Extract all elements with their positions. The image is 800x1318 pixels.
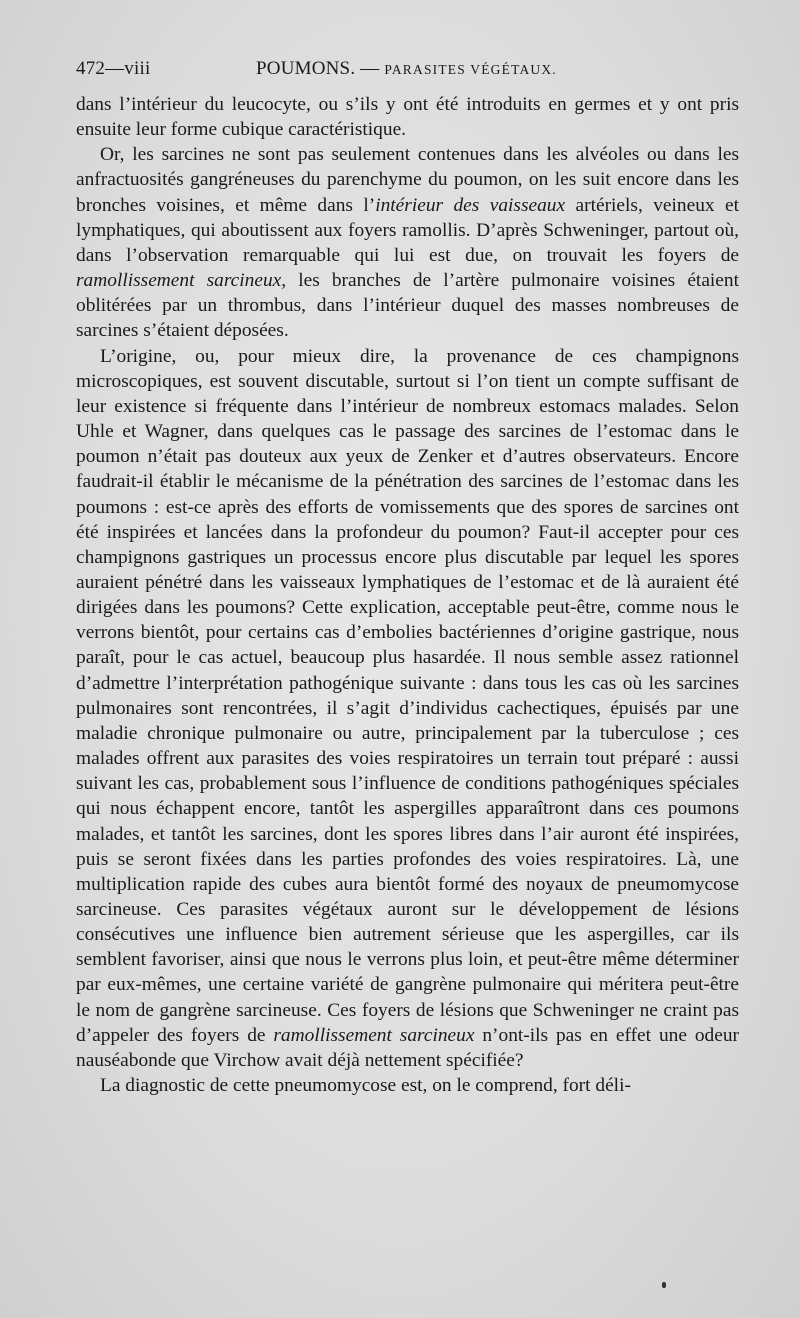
running-head bbox=[76, 58, 736, 86]
italic-phrase: ramollissement sarcineux bbox=[273, 1024, 475, 1046]
text-run: La diagnostic de cette pneumomycose est, on le comprend, fort déli- bbox=[100, 1075, 631, 1097]
chapter-title-main: POUMONS. bbox=[256, 58, 356, 79]
text-run: Or, les sarcines ne sont pas seulement contenues dans les alvéoles ou dans les anfractuosités gangréneuses du parenchyme du poumon, on les suit encore dans les bronches voisines, et même dans l’ bbox=[76, 144, 739, 216]
body-text bbox=[76, 92, 739, 1098]
text-run: L’origine, ou, pour mieux dire, la provenance de ces champignons microscopiques, est souvent discutable, surtout si l’on tient un compte suffisant de leur existence si fréquente dans l’intérieur de nombreux estomacs malades. Selon Uhle et Wagner, dans quelques cas le passage des sarcines de l’estomac dans le poumon n’était pas douteux aux yeux de Zenker et d’autres observateurs. Encore faudrait-il établir le mécanisme de la pénétration des sarcines de l’estomac dans les poumons : est-ce après des efforts de vomissements que des spores de sarcines ont été inspirées et lancées dans la profondeur du poumon? Faut-il accepter pour ces champignons gastriques un processus encore plus discutable par lequel les spores auraient pénétré dans les vaisseaux lymphatiques de l’estomac et de là auraient été dirigées dans les poumons? Cette explication, acceptable peut-être, comme nous le verrons bientôt, pour certains cas d’embolies bactériennes d’origine gastrique, nous paraît, pour le cas actuel, beaucoup plus hasardée. Il nous semble assez rationnel d’admettre l’interprétation pathogénique suivante : dans tous les cas où les sarcines pulmonaires sont rencontrées, il s’agit d’individus cachectiques, épuisés par une maladie chronique pulmonaire ou autre, principalement par la tuberculose ; ces malades offrent aux parasites des voies respiratoires un terrain tout préparé : aussi suivant les cas, probablement sous l’influence de conditions pathogéniques spéciales qui nous échappent encore, tantôt les aspergilles apparaîtront dans ces poumons malades, et tantôt les sarcines, dont les spores libres dans l’air auront été inspirées, puis se seront fixées dans les parties profondes des voies respiratoires. Là, une multiplication rapide des cubes aura bientôt formé des noyaux de pneumomycose sarcineuse. Ces parasites végétaux auront sur le développement de lésions consécutives une influence bien autrement sérieuse que les aspergilles, car ils semblent favoriser, ainsi que nous le verrons plus loin, et peut-être même déterminer par eux-mêmes, une certaine variété de gangrène pulmonaire qui méritera peut-être le nom de gangrène sarcineuse. Ces foyers de lésions que Schweninger ne craint pas d’appeler des foyers de bbox=[76, 345, 739, 1046]
ink-speck bbox=[662, 1282, 666, 1288]
text-run: artériels, veineux et lymphatiques, qui aboutissent aux foyers ramollis. D’après Schweninger, partout où, dans l’observation remarquable qui lui est due, on trouvait les foyers de bbox=[76, 194, 739, 266]
paragraph bbox=[76, 142, 739, 343]
text-run: les branches de l’artère pulmonaire voisines étaient oblitérées par un thrombus, dans l’intérieur duquel des masses nombreuses de sarcines s’étaient déposées. bbox=[76, 270, 739, 342]
page-number: 472—viii bbox=[76, 58, 151, 79]
italic-phrase: intérieur des vaisseaux bbox=[375, 194, 566, 216]
italic-phrase: ramollissement sarcineux, bbox=[76, 270, 287, 292]
text-run: dans l’intérieur du leucocyte, ou s’ils y ont été introduits en germes et y ont pris ensuite leur forme cubique caractéristique. bbox=[76, 94, 739, 141]
paragraph bbox=[76, 344, 739, 1074]
paragraph bbox=[76, 1073, 739, 1098]
section-subtitle: PARASITES VÉGÉTAUX. bbox=[384, 62, 557, 77]
chapter-title bbox=[256, 58, 557, 80]
text-run: n’ont-ils pas en effet une odeur nauséabonde que Virchow avait déjà nettement spécifiée? bbox=[76, 1024, 739, 1071]
title-dash: — bbox=[360, 58, 380, 79]
paragraph bbox=[76, 92, 739, 142]
